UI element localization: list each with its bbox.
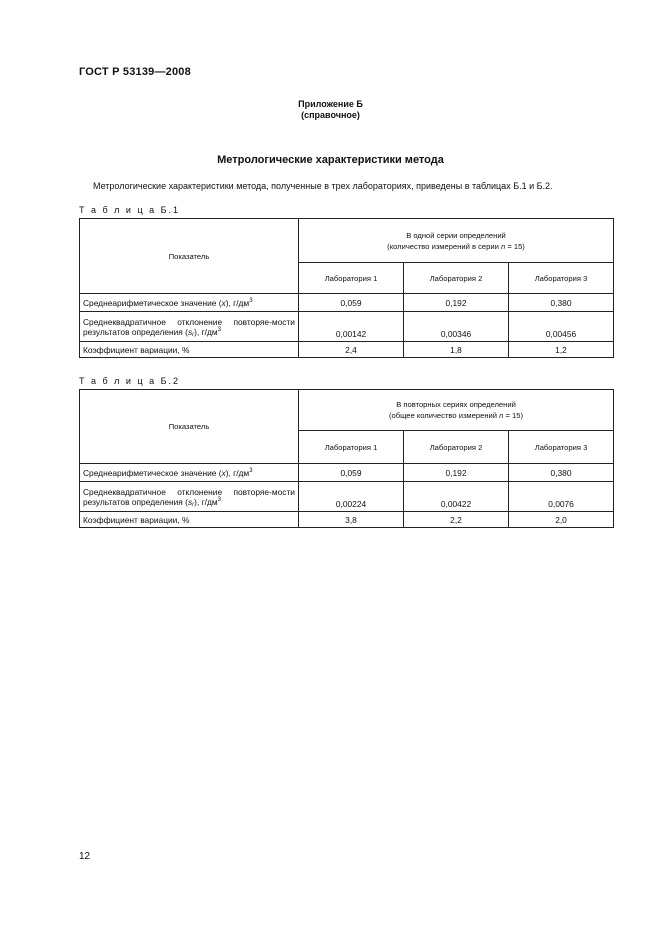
table1-row3-label: Коэффициент вариации, % <box>80 342 299 358</box>
table2-row2-lab3: 0,0076 <box>509 482 614 512</box>
table1-row2-lab2: 0,00346 <box>404 312 509 342</box>
table1-lab2-header: Лаборатория 2 <box>404 263 509 294</box>
table1-row3-lab1: 2,4 <box>299 342 404 358</box>
table2-row2-lab2: 0,00422 <box>404 482 509 512</box>
table2-lab2-header: Лаборатория 2 <box>404 431 509 464</box>
table1-lab1-header: Лаборатория 1 <box>299 263 404 294</box>
table2-row1-label: Среднеарифметическое значение (x), $г/дм^3$ <box>80 464 299 482</box>
table1-row2-lab3: 0,00456 <box>509 312 614 342</box>
table2-row1-lab3: 0,380 <box>509 464 614 482</box>
table1-row2-label: Среднеквадратичное отклонение повторяе-мости результатов определения $(s_r)$, $г/дм^3$ <box>80 312 299 342</box>
table1-row3-lab2: 1,8 <box>404 342 509 358</box>
table1-group-header-line1: В одной серии определений <box>406 230 506 240</box>
table-row <box>80 464 614 482</box>
table2-group-header <box>299 390 614 431</box>
table2-caption: Т а б л и ц а Б.2 <box>79 376 181 386</box>
table-row <box>80 512 614 528</box>
table1-lab3-header: Лаборатория 3 <box>509 263 614 294</box>
table1-indicator-header: Показатель <box>80 219 299 294</box>
section-title: Метрологические характеристики метода <box>217 154 444 166</box>
table2-row2-lab1: 0,00224 <box>299 482 404 512</box>
table2-row3-lab2: 2,2 <box>404 512 509 528</box>
table2-group-header-line2: (общее количество измерений n = 15) <box>389 411 523 420</box>
table2-lab1-header: Лаборатория 1 <box>299 431 404 464</box>
table-row <box>80 482 614 512</box>
intro-paragraph: Метрологические характеристики метода, полученные в трех лабораториях, приведены в таблицах Б.1 и Б.2. <box>93 181 553 191</box>
table-row <box>80 312 614 342</box>
table2-row1-lab2: 0,192 <box>404 464 509 482</box>
table2-row3-lab1: 3,8 <box>299 512 404 528</box>
table-row <box>80 294 614 312</box>
table1-row3-lab3: 1,2 <box>509 342 614 358</box>
table2-row1-lab1: 0,059 <box>299 464 404 482</box>
table2 <box>79 389 614 528</box>
table1-row1-lab2: 0,192 <box>404 294 509 312</box>
table1-row2-lab1: 0,00142 <box>299 312 404 342</box>
table2-row3-label: Коэффициент вариации, % <box>80 512 299 528</box>
table-row <box>80 342 614 358</box>
document-code: ГОСТ Р 53139—2008 <box>79 66 191 78</box>
table2-row2-label: Среднеквадратичное отклонение повторяе-мости результатов определения $(s_r)$, $г/дм^3$ <box>80 482 299 512</box>
table2-indicator-header: Показатель <box>80 390 299 464</box>
page-number: 12 <box>79 851 91 862</box>
table1-group-header-line2: (количество измерений в серии n = 15) <box>387 241 525 251</box>
annex-subtitle: (справочное) <box>301 110 360 120</box>
table1-row1-lab1: 0,059 <box>299 294 404 312</box>
table1-group-header <box>299 219 614 263</box>
table2-group-header-line1: В повторных сериях определений <box>396 400 516 409</box>
annex-title: Приложение Б <box>298 99 363 109</box>
table1 <box>79 218 614 358</box>
table1-row1-label: Среднеарифметическое значение (x), $г/дм^3$ <box>80 294 299 312</box>
table1-row1-lab3: 0,380 <box>509 294 614 312</box>
table2-row3-lab3: 2,0 <box>509 512 614 528</box>
table2-lab3-header: Лаборатория 3 <box>509 431 614 464</box>
table1-caption: Т а б л и ц а Б.1 <box>79 205 181 215</box>
